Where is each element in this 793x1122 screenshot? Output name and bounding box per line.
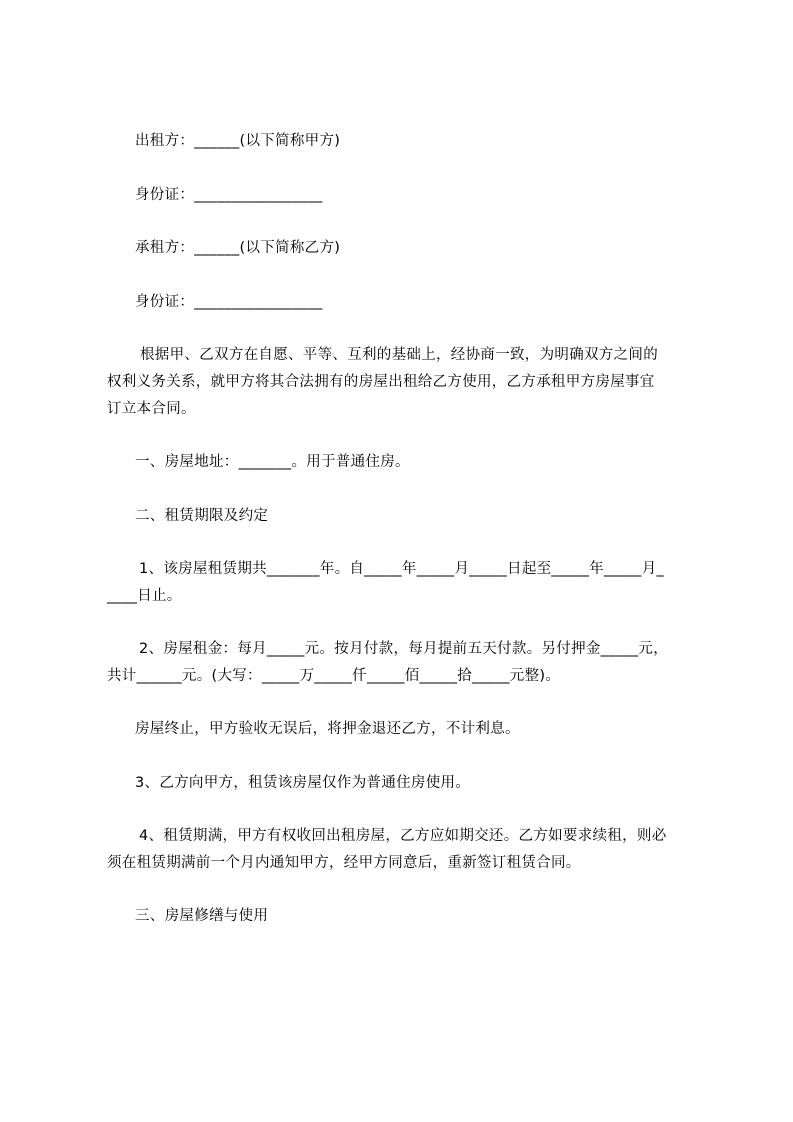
- clause3-line: 3、乙方向甲方，租赁该房屋仅作为普通住房使用。: [135, 775, 471, 791]
- section1-address: 一、房屋地址：_______。用于普通住房。: [135, 454, 410, 470]
- deposit-line: 房屋终止，甲方验收无误后，将押金退还乙方，不计利息。: [135, 721, 520, 737]
- section2-title: 二、租赁期限及约定: [135, 508, 269, 524]
- lessor-id-line: 身份证：_________________: [135, 187, 323, 203]
- lessee-line: 承租方：______(以下简称乙方): [135, 240, 341, 256]
- section3-title: 三、房屋修缮与使用: [135, 908, 269, 924]
- clause4-line-2: 须在租赁期满前一个月内通知甲方，经甲方同意后，重新签订租赁合同。: [107, 855, 581, 871]
- preamble-line-3: 订立本合同。: [107, 401, 196, 417]
- lessor-line: 出租方：______(以下简称甲方): [135, 133, 341, 149]
- preamble-line-1: 根据甲、乙双方在自愿、平等、互利的基础上，经协商一致，为明确双方之间的: [140, 347, 658, 363]
- clause1-line-1: 1、该房屋租赁期共_______年。自_____年_____月_____日起至_____年_____月_: [139, 561, 665, 577]
- preamble-line-2: 权利义务关系，就甲方将其合法拥有的房屋出租给乙方使用，乙方承租甲方房屋事宜: [107, 374, 655, 390]
- lessee-id-line: 身份证：_________________: [135, 294, 323, 310]
- clause2-line-1: 2、房屋租金：每月_____元。按月付款，每月提前五天付款。另付押金_____元，: [139, 641, 669, 657]
- clause4-line-1: 4、租赁期满，甲方有权收回出租房屋，乙方应如期交还。乙方如要求续租，则必: [139, 828, 667, 844]
- clause1-line-2: ____日止。: [107, 588, 182, 604]
- clause2-line-2: 共计______元。(大写：_____万_____仟_____佰_____拾_____元整)。: [107, 668, 561, 684]
